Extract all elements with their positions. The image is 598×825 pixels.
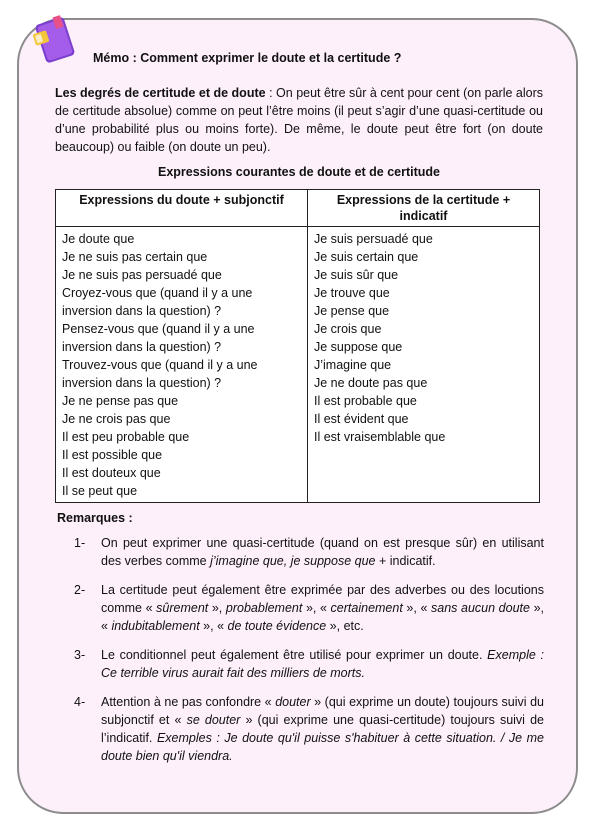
- remark-item: [74, 534, 544, 570]
- remarks-list: [74, 534, 544, 776]
- remark-text: + indicatif.: [375, 554, 436, 568]
- remark-text: Exemple : Ce terrible virus aurait fait des milliers de morts.: [101, 648, 544, 680]
- remark-text: », «: [199, 619, 228, 633]
- doubt-expression: Croyez-vous que (quand il y a une inversion dans la question) ?: [62, 286, 253, 318]
- doubt-expression: Il est possible que: [62, 448, 163, 462]
- certainty-expression: Je pense que: [314, 304, 390, 318]
- remark-text: douter: [275, 695, 311, 709]
- intro-lead: Les degrés de certitude et de doute: [55, 86, 266, 100]
- remark-text: »,: [208, 601, 226, 615]
- certainty-expression: Je trouve que: [314, 286, 390, 300]
- remark-text: », etc.: [326, 619, 364, 633]
- certainty-expression: Je suis persuadé que: [314, 232, 433, 246]
- remark-item: [74, 646, 544, 682]
- certainty-expression: Il est évident que: [314, 412, 409, 426]
- remark-text: certainement: [330, 601, 403, 615]
- doubt-expression: Je ne suis pas persuadé que: [62, 268, 222, 282]
- remark-text: », «: [302, 601, 331, 615]
- doubt-expression: Je ne pense pas que: [62, 394, 179, 408]
- doubt-expression: Pensez-vous que (quand il y a une inversion dans la question) ?: [62, 322, 255, 354]
- certainty-expression: Je suis certain que: [314, 250, 419, 264]
- remark-text: Attention à ne pas confondre «: [101, 695, 276, 709]
- remark-number: 2-: [74, 583, 86, 597]
- remark-text: probablement: [225, 601, 303, 615]
- remark-number: 1-: [74, 536, 86, 550]
- table-title: Expressions courantes de doute et de certitude: [157, 165, 441, 179]
- doubt-expression: Il est douteux que: [62, 466, 161, 480]
- doubt-expression: Trouvez-vous que (quand il y a une inversion dans la question) ?: [62, 358, 258, 390]
- doubt-expression: Je ne suis pas certain que: [62, 250, 208, 264]
- remark-text: », «: [101, 601, 544, 633]
- certainty-expressions-cell: [308, 227, 540, 503]
- remark-item: [74, 693, 544, 765]
- header-certainty: Expressions de la certitude + indicatif: [308, 190, 540, 227]
- remark-text: indubitablement: [111, 619, 200, 633]
- remark-text: », «: [402, 601, 432, 615]
- remark-number: 3-: [74, 648, 86, 662]
- remark-text: La certitude peut également être exprimée par des adverbes ou des locutions comme «: [101, 583, 544, 615]
- remark-text: Exemples : Je doute qu'il puisse s'habituer à cette situation. / Je me doute bien qu'il viendra.: [101, 731, 544, 763]
- remark-item: [74, 581, 544, 635]
- memo-title: Mémo : Comment exprimer le doute et la certitude ?: [93, 51, 402, 65]
- table-row: [56, 227, 540, 503]
- certainty-expression: Je crois que: [314, 322, 382, 336]
- remark-text: » (qui exprime un doute) toujours suivi du subjonctif et «: [101, 695, 544, 727]
- intro-text: : On peut être sûr à cent pour cent (on parle alors de certitude absolue) comme on peut l’être moins (il peut s’agir d’une quasi-certitude ou d’une probabilité plus ou moins forte). De même, le doute peut être fort (on doute beaucoup) ou faible (on doute un peu).: [55, 86, 544, 154]
- certainty-expression: Il est vraisemblable que: [314, 430, 446, 444]
- doubt-expression: Je ne crois pas que: [62, 412, 171, 426]
- remark-text: » (qui exprime une quasi-certitude) toujours suivi de l’indicatif.: [101, 713, 544, 745]
- remark-text: sûrement: [156, 601, 209, 615]
- remark-text: de toute évidence: [227, 619, 327, 633]
- doubt-expression: Je doute que: [62, 232, 135, 246]
- remark-text: sans aucun doute: [431, 601, 530, 615]
- remark-number: 4-: [74, 695, 86, 709]
- intro-paragraph: [55, 84, 543, 156]
- doubt-expression: Il est peu probable que: [62, 430, 190, 444]
- doubt-expressions-cell: [56, 227, 308, 503]
- remark-text: Le conditionnel peut également être utilisé pour exprimer un doute.: [101, 648, 488, 662]
- table-header-row: [56, 190, 540, 227]
- certainty-expression: J’imagine que: [314, 358, 392, 372]
- expressions-table: [55, 189, 540, 503]
- certainty-expression: Je suppose que: [314, 340, 403, 354]
- certainty-expression: Il est probable que: [314, 394, 417, 408]
- remark-text: On peut exprimer une quasi-certitude (quand on est presque sûr) en utilisant des verbes comme: [101, 536, 544, 568]
- certainty-expression: Je ne doute pas que: [314, 376, 428, 390]
- remark-text: j’imagine que, je suppose que: [210, 554, 376, 568]
- certainty-expression: Je suis sûr que: [314, 268, 399, 282]
- remarks-heading: Remarques :: [57, 511, 133, 525]
- doubt-expression: Il se peut que: [62, 484, 138, 498]
- notebook-icon: [20, 12, 82, 74]
- header-doubt: Expressions du doute + subjonctif: [56, 190, 308, 227]
- remark-text: se douter: [186, 713, 241, 727]
